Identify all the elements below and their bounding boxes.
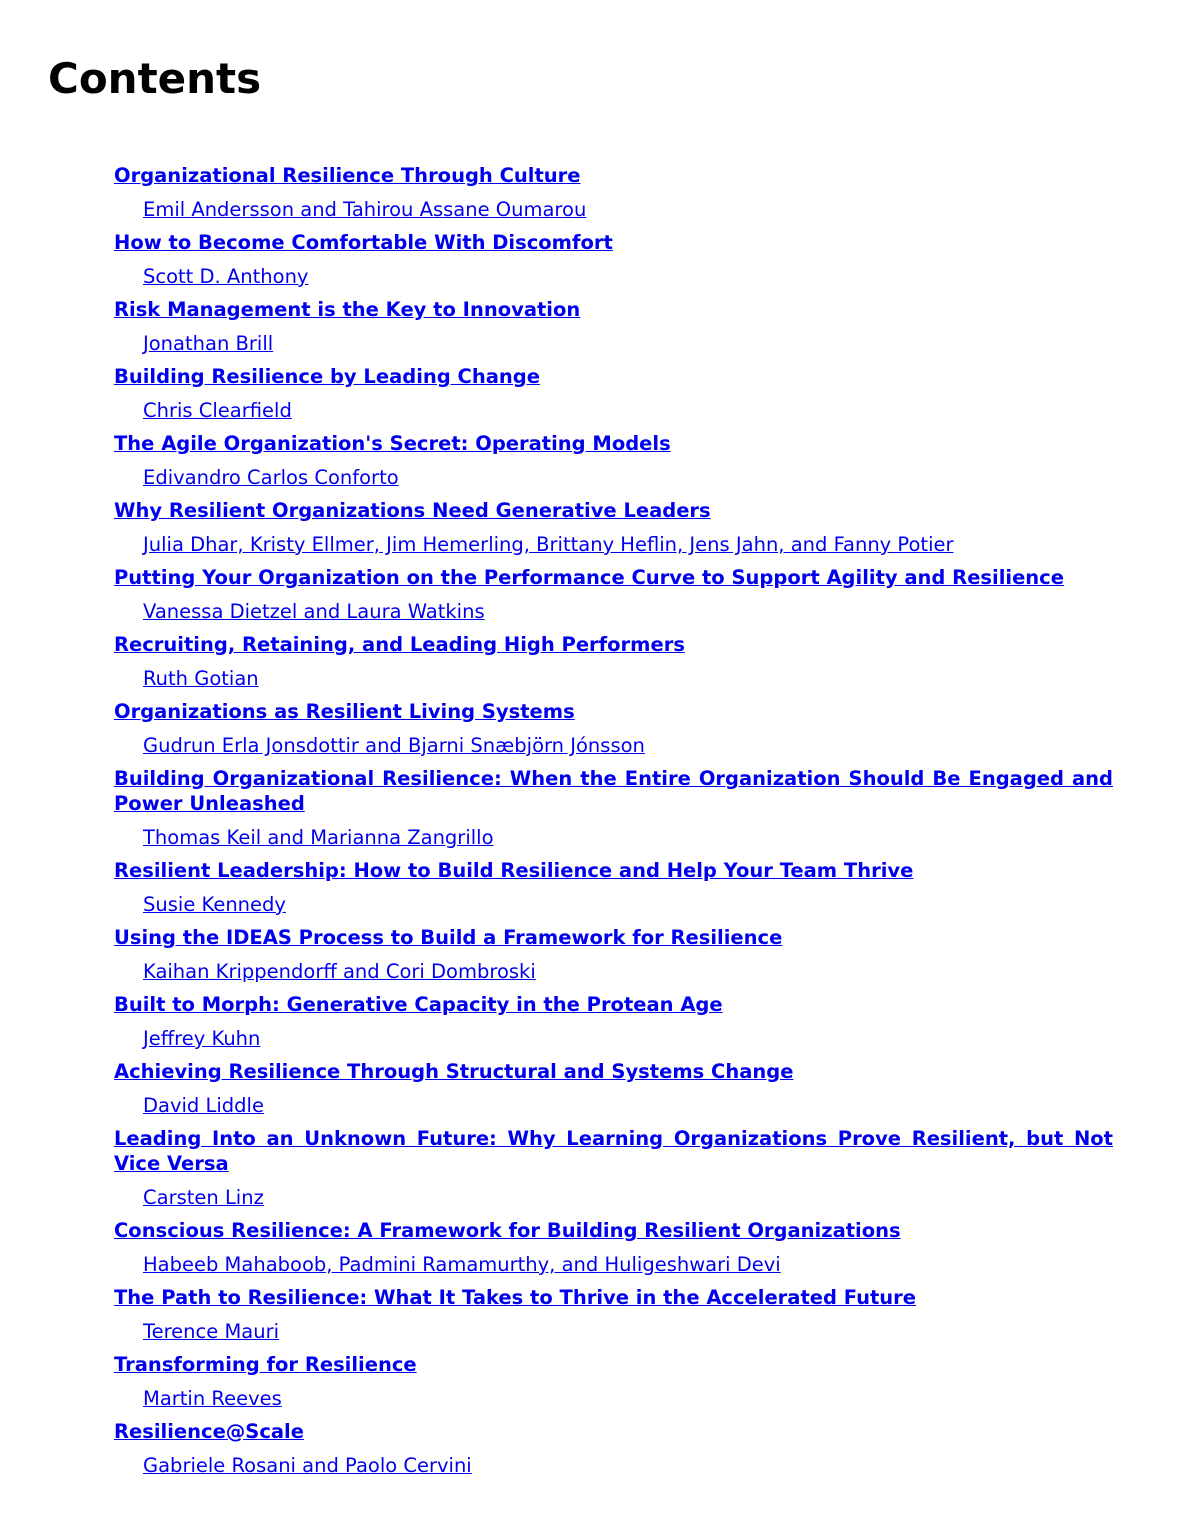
- toc-entry: [114, 363, 1113, 430]
- toc-entry: [114, 1284, 1113, 1351]
- chapter-title-link[interactable]: Building Resilience by Leading Change: [114, 365, 540, 388]
- chapter-author-link[interactable]: Scott D. Anthony: [143, 265, 309, 288]
- chapter-title-link[interactable]: Built to Morph: Generative Capacity in the Protean Age: [114, 993, 723, 1016]
- toc-entry: [114, 1125, 1113, 1217]
- toc-entry: [114, 1058, 1113, 1125]
- toc-entry: [114, 631, 1113, 698]
- chapter-author-link[interactable]: Jonathan Brill: [143, 332, 274, 355]
- chapter-title-link[interactable]: Why Resilient Organizations Need Generative Leaders: [114, 499, 711, 522]
- chapter-title-link[interactable]: Organizations as Resilient Living Systems: [114, 700, 575, 723]
- chapter-author-link[interactable]: Terence Mauri: [143, 1320, 280, 1343]
- chapter-title-link[interactable]: Leading Into an Unknown Future: Why Learning Organizations Prove Resilient, but Not Vice Versa: [114, 1127, 1113, 1175]
- chapter-title-link[interactable]: Recruiting, Retaining, and Leading High Performers: [114, 633, 685, 656]
- chapter-title-link[interactable]: Using the IDEAS Process to Build a Framework for Resilience: [114, 926, 783, 949]
- chapter-author-link[interactable]: Jeffrey Kuhn: [143, 1027, 261, 1050]
- chapter-title-link[interactable]: Building Organizational Resilience: When the Entire Organization Should Be Engaged and Power Unleashed: [114, 767, 1113, 815]
- chapter-title-link[interactable]: Risk Management is the Key to Innovation: [114, 298, 581, 321]
- chapter-author-link[interactable]: Emil Andersson and Tahirou Assane Oumarou: [143, 198, 587, 221]
- chapter-author-link[interactable]: Julia Dhar, Kristy Ellmer, Jim Hemerling, Brittany Heflin, Jens Jahn, and Fanny Potier: [143, 533, 954, 556]
- toc-entry: [114, 564, 1113, 631]
- toc-entry: [114, 1217, 1113, 1284]
- chapter-author-link[interactable]: Ruth Gotian: [143, 667, 259, 690]
- toc-entry: [114, 1351, 1113, 1418]
- chapter-title-link[interactable]: Achieving Resilience Through Structural and Systems Change: [114, 1060, 794, 1083]
- chapter-author-link[interactable]: Susie Kennedy: [143, 893, 286, 916]
- page-title: Contents: [48, 54, 262, 103]
- chapter-title-link[interactable]: The Path to Resilience: What It Takes to Thrive in the Accelerated Future: [114, 1286, 917, 1309]
- chapter-title-link[interactable]: Organizational Resilience Through Culture: [114, 164, 581, 187]
- chapter-title-link[interactable]: Transforming for Resilience: [114, 1353, 417, 1376]
- chapter-title-link[interactable]: Conscious Resilience: A Framework for Building Resilient Organizations: [114, 1219, 901, 1242]
- chapter-author-link[interactable]: Habeeb Mahaboob, Padmini Ramamurthy, and Huligeshwari Devi: [143, 1253, 781, 1276]
- chapter-author-link[interactable]: Kaihan Krippendorff and Cori Dombroski: [143, 960, 536, 983]
- toc-entry: [114, 924, 1113, 991]
- toc-entry: [114, 229, 1113, 296]
- chapter-author-link[interactable]: Chris Clearfield: [143, 399, 292, 422]
- table-of-contents: [114, 162, 1113, 1485]
- toc-entry: [114, 1418, 1113, 1485]
- toc-entry: [114, 765, 1113, 857]
- chapter-author-link[interactable]: Vanessa Dietzel and Laura Watkins: [143, 600, 485, 623]
- chapter-author-link[interactable]: Thomas Keil and Marianna Zangrillo: [143, 826, 494, 849]
- chapter-title-link[interactable]: Putting Your Organization on the Performance Curve to Support Agility and Resilience: [114, 566, 1064, 589]
- chapter-author-link[interactable]: Carsten Linz: [143, 1186, 264, 1209]
- toc-entry: [114, 430, 1113, 497]
- toc-entry: [114, 497, 1113, 564]
- toc-entry: [114, 991, 1113, 1058]
- chapter-title-link[interactable]: Resilience@Scale: [114, 1420, 304, 1443]
- chapter-title-link[interactable]: How to Become Comfortable With Discomfort: [114, 231, 613, 254]
- chapter-title-link[interactable]: The Agile Organization's Secret: Operating Models: [114, 432, 671, 455]
- toc-entry: [114, 857, 1113, 924]
- chapter-author-link[interactable]: Edivandro Carlos Conforto: [143, 466, 399, 489]
- toc-entry: [114, 162, 1113, 229]
- chapter-author-link[interactable]: Gudrun Erla Jonsdottir and Bjarni Snæbjörn Jónsson: [143, 734, 645, 757]
- toc-entry: [114, 296, 1113, 363]
- chapter-author-link[interactable]: David Liddle: [143, 1094, 264, 1117]
- toc-entry: [114, 698, 1113, 765]
- chapter-title-link[interactable]: Resilient Leadership: How to Build Resilience and Help Your Team Thrive: [114, 859, 914, 882]
- chapter-author-link[interactable]: Martin Reeves: [143, 1387, 282, 1410]
- chapter-author-link[interactable]: Gabriele Rosani and Paolo Cervini: [143, 1454, 472, 1477]
